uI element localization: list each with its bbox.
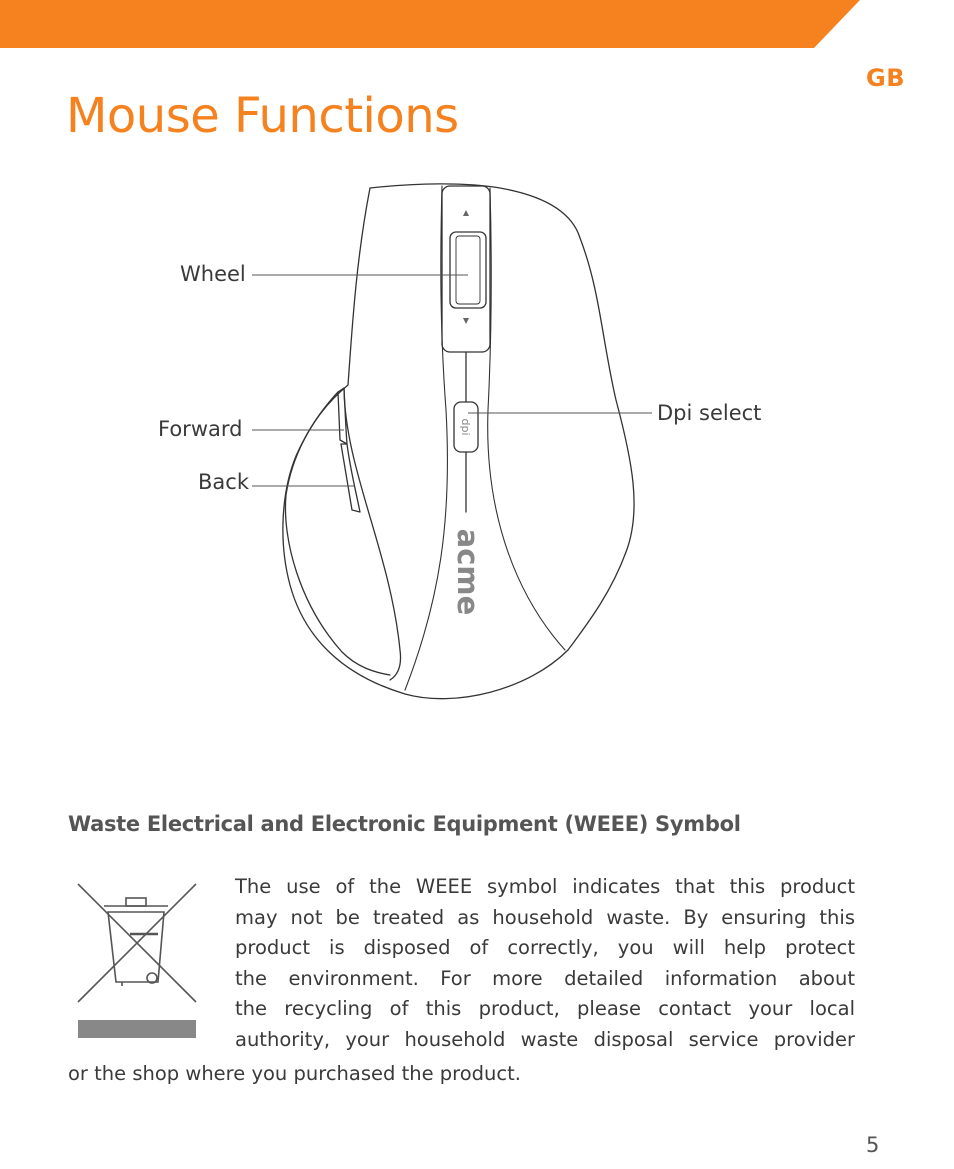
- back-label: Back: [198, 470, 249, 494]
- weee-line-6: authority, your household waste disposal service provider: [235, 1027, 855, 1051]
- scroll-up-arrow-icon: [463, 210, 469, 216]
- weee-line-3: product is disposed of correctly, you will help protect: [235, 936, 855, 959]
- forward-button-icon: [338, 388, 347, 444]
- scroll-wheel-icon: [450, 232, 486, 308]
- weee-line-1: The use of the WEEE symbol indicates that this product: [235, 875, 855, 898]
- mouse-body-outline: [283, 184, 634, 699]
- page-title: Mouse Functions: [66, 88, 459, 144]
- weee-bin-icon: [74, 876, 200, 1042]
- weee-heading: Waste Electrical and Electronic Equipment (WEEE) Symbol: [68, 812, 741, 836]
- wheel-label: Wheel: [180, 262, 246, 286]
- weee-line-5: the recycling of this product, please contact your local: [235, 997, 855, 1020]
- forward-label: Forward: [158, 417, 243, 441]
- weee-line-7: or the shop where you purchased the product.: [68, 1062, 521, 1085]
- language-tag: GB: [866, 64, 905, 92]
- header-accent-bar: [0, 0, 954, 48]
- weee-paragraph: [235, 872, 855, 1055]
- page-number: 5: [866, 1133, 880, 1157]
- weee-line-2: may not be treated as household waste. By ensuring this: [235, 905, 855, 929]
- scroll-down-arrow-icon: [463, 318, 469, 324]
- thumb-side-inner: [344, 388, 401, 680]
- right-button-edge: [488, 188, 565, 650]
- scroll-wheel-groove: [456, 236, 480, 304]
- weee-line-4: the environment. For more detailed information about: [235, 966, 855, 990]
- brand-logo: acme: [451, 528, 485, 616]
- dpi-button-text: dpi: [459, 418, 472, 436]
- back-button-icon: [341, 444, 360, 512]
- dpi-select-label: Dpi select: [657, 401, 762, 425]
- left-button-edge: [405, 186, 447, 690]
- mouse-diagram: [0, 170, 954, 730]
